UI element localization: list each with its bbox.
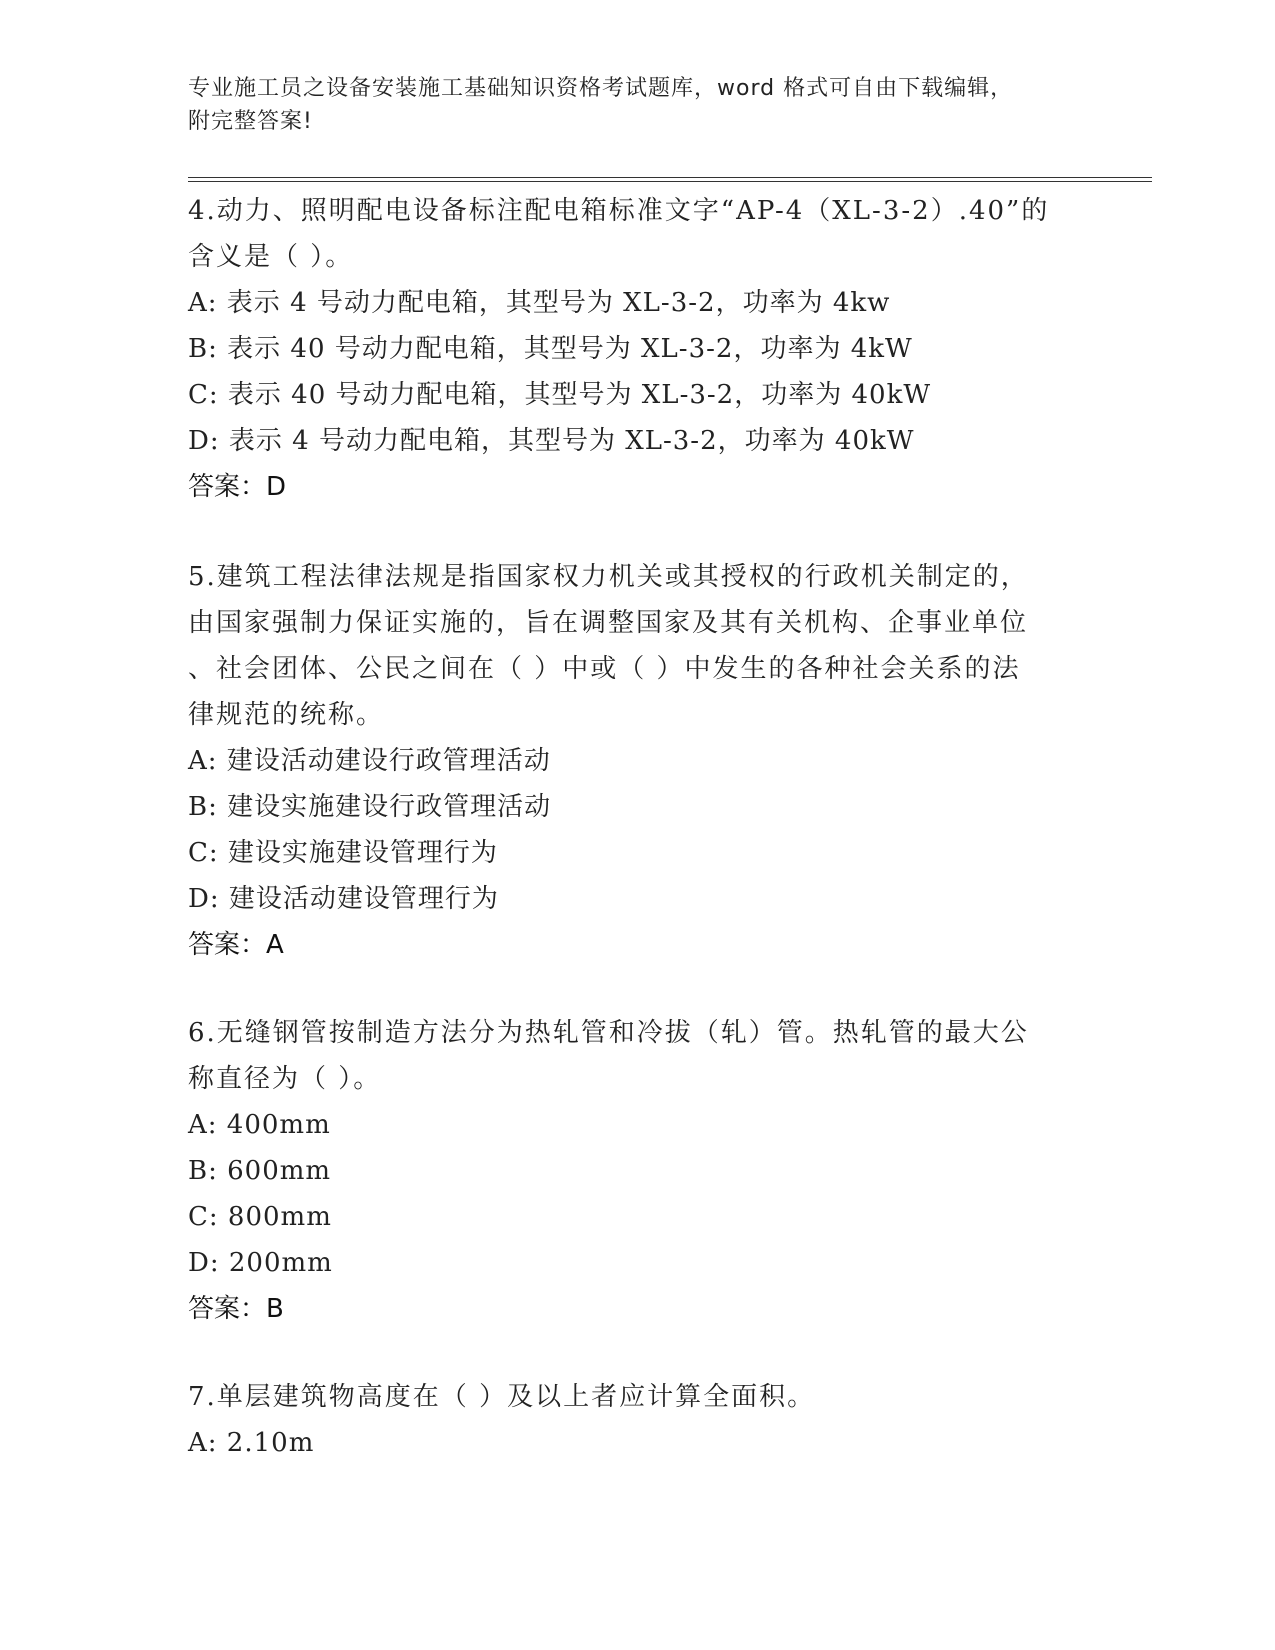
question-text-line: 7.单层建筑物高度在（ ）及以上者应计算全面积。 bbox=[188, 1382, 816, 1412]
answer: 答案：B bbox=[188, 1294, 284, 1324]
option-d: D: 200mm bbox=[188, 1248, 333, 1278]
option-d: D: 表示 4 号动力配电箱，其型号为 XL-3-2，功率为 40kW bbox=[188, 426, 915, 456]
option-c: C: 表示 40 号动力配电箱，其型号为 XL-3-2，功率为 40kW bbox=[188, 380, 932, 410]
question-5 bbox=[188, 554, 1088, 968]
question-text-line: 4.动力、照明配电设备标注配电箱标准文字“AP-4（XL-3-2）.40”的 bbox=[188, 196, 1050, 226]
question-text-line: 律规范的统称。 bbox=[188, 700, 385, 730]
header-divider-bottom bbox=[188, 181, 1152, 182]
answer: 答案：D bbox=[188, 472, 287, 502]
question-text-line: 、社会团体、公民之间在（ ）中或（ ）中发生的各种社会关系的法 bbox=[188, 654, 1021, 684]
question-text-line: 5.建筑工程法律法规是指国家权力机关或其授权的行政机关制定的， bbox=[188, 562, 1029, 592]
header-line-1: 专业施工员之设备安装施工基础知识资格考试题库，word 格式可自由下载编辑， bbox=[188, 76, 1014, 101]
option-d: D: 建设活动建设管理行为 bbox=[188, 884, 499, 914]
question-6 bbox=[188, 1010, 1088, 1332]
option-c: C: 800mm bbox=[188, 1202, 332, 1232]
header-line-2: 附完整答案! bbox=[188, 109, 313, 134]
option-a: A: 建设活动建设行政管理活动 bbox=[188, 746, 551, 776]
question-text-line: 称直径为（ ）。 bbox=[188, 1064, 382, 1094]
option-b: B: 建设实施建设行政管理活动 bbox=[188, 792, 552, 822]
option-b: B: 600mm bbox=[188, 1156, 332, 1186]
question-text-line: 6.无缝钢管按制造方法分为热轧管和冷拔（轧）管。热轧管的最大公 bbox=[188, 1018, 1029, 1048]
question-text-line: 由国家强制力保证实施的，旨在调整国家及其有关机构、企事业单位 bbox=[188, 608, 1029, 638]
option-b: B: 表示 40 号动力配电箱，其型号为 XL-3-2，功率为 4kW bbox=[188, 334, 913, 364]
question-7 bbox=[188, 1374, 1088, 1466]
answer: 答案：A bbox=[188, 930, 284, 960]
option-a: A: 400mm bbox=[188, 1110, 331, 1140]
option-c: C: 建设实施建设管理行为 bbox=[188, 838, 498, 868]
question-text-line: 含义是（ ）。 bbox=[188, 242, 354, 272]
option-a: A: 2.10m bbox=[188, 1428, 315, 1458]
option-a: A: 表示 4 号动力配电箱，其型号为 XL-3-2，功率为 4kw bbox=[188, 288, 891, 318]
question-4 bbox=[188, 188, 1088, 510]
header-divider-top bbox=[188, 177, 1152, 178]
document-header bbox=[188, 72, 1068, 138]
